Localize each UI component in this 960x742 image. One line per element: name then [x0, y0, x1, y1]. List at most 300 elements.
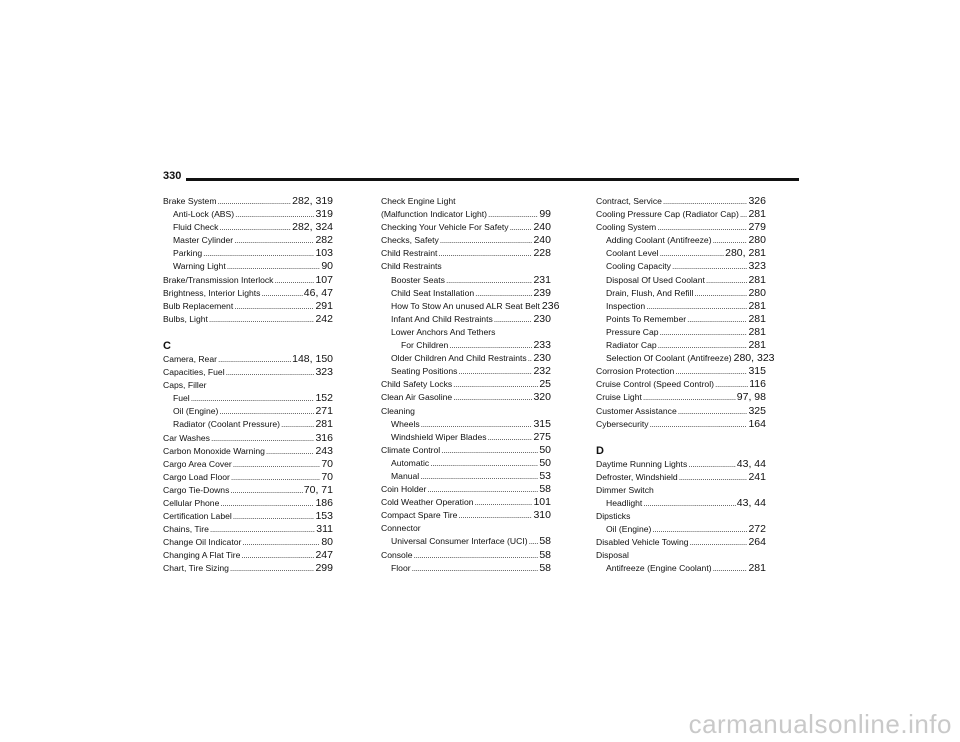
- index-entry-page[interactable]: 281: [748, 562, 766, 575]
- dot-leader: [218, 353, 291, 366]
- index-entry-term: Selection Of Coolant (Antifreeze): [606, 353, 732, 364]
- index-entry-page[interactable]: 90: [321, 260, 333, 273]
- index-entry-page[interactable]: 99: [539, 208, 551, 221]
- index-entry-page[interactable]: 281: [748, 273, 766, 286]
- index-entry: [163, 510, 333, 523]
- dot-leader: [242, 536, 320, 549]
- index-entry-page[interactable]: 107: [315, 273, 333, 286]
- dot-leader: [281, 418, 314, 431]
- dot-leader: [475, 287, 532, 300]
- index-entry: [596, 497, 766, 510]
- index-entry: [596, 471, 766, 484]
- dot-leader: [679, 471, 748, 484]
- dot-leader: [687, 313, 747, 326]
- index-entry-page[interactable]: 231: [533, 273, 551, 286]
- index-entry-term: Console: [381, 549, 413, 560]
- index-entry-term: Cellular Phone: [163, 497, 220, 508]
- index-column-3: [596, 195, 775, 576]
- header-rule: [186, 178, 799, 181]
- dot-leader: [210, 523, 315, 536]
- index-entry: [381, 405, 551, 418]
- dot-leader: [412, 562, 539, 575]
- index-column-1: [163, 195, 333, 576]
- index-entry-page[interactable]: 58: [539, 561, 551, 574]
- index-entry: [381, 352, 551, 365]
- index-entry-term: Points To Remember: [606, 313, 687, 324]
- index-entry-term: Brake System: [163, 196, 217, 206]
- index-entry-page[interactable]: 25: [539, 378, 551, 391]
- page-number: 330: [163, 170, 182, 182]
- index-entry-page[interactable]: 311: [316, 523, 333, 536]
- index-entry: [596, 352, 775, 365]
- index-entry-term: Cargo Tie-Downs: [163, 484, 230, 495]
- dot-leader: [657, 221, 747, 234]
- index-entry: [163, 287, 333, 300]
- index-entry-page[interactable]: 80: [321, 536, 333, 549]
- index-entry-term: Child Seat Installation: [391, 287, 475, 298]
- index-entry: [596, 549, 766, 562]
- index-entry-term: Oil (Engine): [606, 524, 652, 535]
- dot-leader: [230, 562, 315, 575]
- index-entry: [381, 287, 551, 300]
- index-entry-page[interactable]: 243: [315, 444, 333, 457]
- dot-leader: [650, 418, 748, 431]
- index-entry: [163, 274, 333, 287]
- index-entry: [596, 484, 766, 497]
- index-entry-term: Carbon Monoxide Warning: [163, 445, 265, 456]
- index-entry-term: Certification Label: [163, 511, 232, 522]
- index-entry-page[interactable]: 46, 47: [303, 286, 333, 299]
- index-entry-term: Disposal: [596, 550, 629, 561]
- index-entry: [381, 247, 551, 260]
- index-entry: [596, 510, 766, 523]
- dot-leader: [231, 471, 320, 484]
- dot-leader: [528, 352, 533, 365]
- index-entry-page[interactable]: 70, 71: [303, 483, 333, 496]
- index-entry-page[interactable]: 291: [315, 299, 333, 312]
- dot-leader: [494, 313, 533, 326]
- dot-leader: [740, 208, 748, 221]
- dot-leader: [430, 457, 538, 470]
- index-entry-term: Universal Consumer Interface (UCI): [391, 536, 528, 547]
- index-column-2: [381, 195, 560, 575]
- index-entry-term: Daytime Running Lights: [596, 458, 688, 469]
- dot-leader: [458, 365, 532, 378]
- index-entry-term: Cooling Pressure Cap (Radiator Cap): [596, 209, 739, 220]
- index-entry-page[interactable]: 281: [748, 325, 766, 338]
- index-entry-term: Booster Seats: [391, 274, 445, 285]
- index-entry-term: Chains, Tire: [163, 524, 209, 535]
- dot-leader: [234, 300, 314, 313]
- index-entry: [596, 208, 766, 221]
- dot-leader: [652, 523, 747, 536]
- dot-leader: [234, 234, 314, 247]
- index-entry-term: How To Stow An unused ALR Seat Belt: [391, 300, 540, 311]
- index-entry: [381, 274, 551, 287]
- dot-leader: [209, 313, 315, 326]
- dot-leader: [529, 535, 539, 548]
- dot-leader: [274, 274, 314, 287]
- index-entry-term: Automatic: [391, 457, 430, 468]
- index-entry-term: Child Restraint: [381, 248, 438, 259]
- dot-leader: [488, 208, 538, 221]
- dot-leader: [441, 444, 538, 457]
- index-entry-term: Seating Positions: [391, 366, 458, 377]
- index-entry-term: Checking Your Vehicle For Safety: [381, 222, 509, 233]
- index-entry: [381, 496, 551, 509]
- index-entry-page[interactable]: 280: [748, 286, 766, 299]
- index-entry-term: Camera, Rear: [163, 353, 217, 364]
- index-entry-page[interactable]: 319: [315, 208, 333, 221]
- dot-leader: [427, 483, 538, 496]
- index-entry: [381, 391, 551, 404]
- index-entry: [381, 221, 551, 234]
- index-entry: [163, 195, 333, 208]
- dot-leader: [475, 496, 533, 509]
- index-entry-term: Inspection: [606, 300, 646, 311]
- index-entry-page[interactable]: 281: [748, 299, 766, 312]
- dot-leader: [266, 445, 315, 458]
- index-entry-term: Radiator Cap: [606, 340, 657, 351]
- index-entry-term: Changing A Flat Tire: [163, 550, 241, 561]
- index-entry-term: Connector: [381, 523, 421, 534]
- dot-leader: [414, 549, 539, 562]
- dot-leader: [235, 208, 314, 221]
- index-entry-page[interactable]: 316: [315, 431, 333, 444]
- index-section-letter: D: [596, 444, 604, 457]
- index-entry: [381, 260, 551, 273]
- index-entry-page[interactable]: 153: [315, 510, 333, 523]
- index-entry-page[interactable]: 323: [315, 366, 333, 379]
- dot-leader: [226, 366, 315, 379]
- index-entry: [596, 378, 766, 391]
- index-entry-page[interactable]: 326: [748, 195, 766, 207]
- index-entry-term: Pressure Cap: [606, 326, 659, 337]
- index-entry-term: Radiator (Coolant Pressure): [173, 419, 280, 430]
- index-entry-term: Anti-Lock (ABS): [173, 209, 235, 220]
- index-entry: [381, 470, 551, 483]
- index-entry: [596, 234, 766, 247]
- index-entry: [596, 523, 766, 536]
- dot-leader: [458, 509, 532, 522]
- index-entry-page[interactable]: 323: [748, 260, 766, 273]
- index-entry-page[interactable]: 152: [315, 392, 333, 405]
- index-entry-term: Child Safety Locks: [381, 379, 453, 390]
- index-entry: [381, 562, 551, 575]
- index-entry-page[interactable]: 50: [539, 456, 551, 469]
- index-entry-term: Change Oil Indicator: [163, 537, 242, 548]
- index-entry: [163, 445, 333, 458]
- index-entry-page[interactable]: 272: [748, 523, 766, 536]
- dot-leader: [713, 562, 748, 575]
- dot-leader: [440, 234, 533, 247]
- index-entry-term: Cooling System: [596, 222, 657, 233]
- watermark: carmanualsonline.info: [688, 709, 952, 739]
- dot-leader: [643, 497, 735, 510]
- index-entry-page[interactable]: 186: [315, 496, 333, 509]
- index-entry-term: Cruise Control (Speed Control): [596, 379, 714, 390]
- index-entry-page[interactable]: 280, 323: [733, 352, 775, 365]
- index-entry-term: Cargo Area Cover: [163, 458, 232, 469]
- index-entry-page[interactable]: 247: [315, 549, 333, 562]
- index-entry-term: Check Engine Light: [381, 196, 456, 206]
- index-entry: [381, 509, 551, 522]
- index-entry-term: Infant And Child Restraints: [391, 313, 493, 324]
- index-entry: [163, 247, 333, 260]
- index-entry: [381, 444, 551, 457]
- index-entry-page[interactable]: 116: [749, 378, 766, 391]
- index-entry-page[interactable]: 242: [315, 312, 333, 325]
- dot-leader: [663, 195, 748, 208]
- index-entry-term: Master Cylinder: [173, 235, 234, 246]
- dot-leader: [672, 260, 748, 273]
- index-entry: [381, 457, 551, 470]
- index-section-letter: C: [163, 339, 171, 352]
- index-entry: [163, 392, 333, 405]
- index-entry: [596, 339, 766, 352]
- index-entry: [596, 287, 766, 300]
- index-entry: [163, 405, 333, 418]
- index-entry-page[interactable]: 148, 150: [292, 352, 333, 365]
- index-entry: [596, 418, 766, 431]
- index-entry-page[interactable]: 299: [315, 562, 333, 575]
- index-entry-page[interactable]: 43, 44: [736, 457, 766, 470]
- index-entry-term: For Children: [401, 340, 449, 351]
- index-entry-page[interactable]: 239: [533, 286, 551, 299]
- dot-leader: [233, 510, 315, 523]
- index-entry: [163, 471, 333, 484]
- index-entry-page[interactable]: 315: [748, 365, 766, 378]
- index-entry: [381, 299, 560, 313]
- dot-leader: [220, 497, 314, 510]
- dot-leader: [230, 484, 302, 497]
- index-entry: [596, 274, 766, 287]
- dot-leader: [453, 391, 532, 404]
- index-entry: [163, 366, 333, 379]
- index-entry-term: Headlight: [606, 497, 643, 508]
- index-entry-term: Bulb Replacement: [163, 300, 234, 311]
- index-entry: [381, 234, 551, 247]
- index-entry-page[interactable]: 101: [533, 496, 551, 509]
- index-entry: [596, 247, 766, 260]
- index-entry-page[interactable]: 275: [533, 430, 551, 443]
- index-entry: [163, 497, 333, 510]
- dot-leader: [658, 339, 748, 352]
- index-entry-page[interactable]: 320: [533, 391, 551, 404]
- index-entry-page[interactable]: 50: [539, 443, 551, 456]
- index-entry: [381, 208, 551, 221]
- index-entry: [596, 313, 766, 326]
- index-entry: [163, 536, 333, 549]
- index-entry: [163, 353, 333, 366]
- index-entry: [163, 260, 333, 273]
- index-entry: [163, 484, 333, 497]
- index-entry: [163, 234, 333, 247]
- index-entry-term: Coin Holder: [381, 484, 427, 495]
- index-entry-term: Compact Spare Tire: [381, 510, 458, 521]
- index-entry-page[interactable]: 282, 319: [292, 195, 333, 207]
- index-entry-term: Floor: [391, 562, 411, 573]
- index-entry: [381, 431, 551, 444]
- index-entry-term: Capacities, Fuel: [163, 367, 225, 378]
- dot-leader: [203, 247, 314, 260]
- index-entry-term: Drain, Flush, And Refill: [606, 287, 694, 298]
- index-entry-page[interactable]: 58: [539, 535, 551, 548]
- index-entry-page[interactable]: 264: [748, 536, 766, 549]
- index-entry: [163, 523, 333, 536]
- index-entry-term: Caps, Filler: [163, 380, 207, 391]
- index-entry-page[interactable]: 279: [748, 221, 766, 234]
- index-entry-term: Coolant Level: [606, 248, 659, 259]
- dot-leader: [510, 221, 533, 234]
- dot-leader: [241, 549, 314, 562]
- dot-leader: [660, 326, 748, 339]
- index-entry-page[interactable]: 282, 324: [292, 221, 333, 234]
- index-entry-term: Customer Assistance: [596, 405, 677, 416]
- index-entry-page[interactable]: 230: [533, 352, 551, 365]
- index-entry: [163, 313, 333, 326]
- index-entry-page[interactable]: 280, 281: [725, 247, 766, 260]
- dot-leader: [227, 260, 321, 273]
- index-entry-term: Oil (Engine): [173, 406, 219, 417]
- index-entry-term: Bulbs, Light: [163, 313, 208, 324]
- index-entry-page[interactable]: 232: [533, 365, 551, 378]
- index-entry-page[interactable]: 271: [315, 405, 333, 418]
- index-entry: [596, 562, 766, 575]
- index-entry-page[interactable]: 70: [321, 470, 333, 483]
- index-entry-page[interactable]: 281: [315, 418, 333, 431]
- dot-leader: [690, 536, 748, 549]
- index-entry-term: Contract, Service: [596, 196, 662, 206]
- index-entry-page[interactable]: 241: [748, 470, 766, 483]
- dot-leader: [446, 274, 532, 287]
- index-entry: [596, 365, 766, 378]
- index-entry-term: Manual: [391, 470, 420, 481]
- index-entry-term: Child Restraints: [381, 261, 442, 272]
- index-entry-term: Chart, Tire Sizing: [163, 563, 229, 574]
- index-entry: [163, 418, 333, 431]
- dot-leader: [715, 378, 748, 391]
- index-entry-page[interactable]: 58: [539, 483, 551, 496]
- dot-leader: [675, 365, 747, 378]
- dot-leader: [453, 378, 538, 391]
- index-entry-page[interactable]: 70: [321, 457, 333, 470]
- index-entry-page[interactable]: 236: [541, 299, 560, 312]
- index-entry: [163, 300, 333, 313]
- dot-leader: [219, 405, 314, 418]
- index-entry-page[interactable]: 325: [748, 404, 766, 417]
- dot-leader: [219, 221, 291, 234]
- index-entry-term: Cold Weather Operation: [381, 497, 474, 508]
- index-entry: [596, 405, 766, 418]
- index-entry-term: Windshield Wiper Blades: [391, 431, 487, 442]
- dot-leader: [438, 247, 532, 260]
- index-entry: [381, 195, 551, 208]
- index-entry: [596, 195, 766, 208]
- index-entry: [596, 326, 766, 339]
- index-entry-term: Older Children And Child Restraints: [391, 353, 527, 364]
- dot-leader: [706, 274, 748, 287]
- index-entry-term: Warning Light: [173, 261, 226, 272]
- index-entry-page[interactable]: 103: [315, 247, 333, 260]
- dot-leader: [449, 339, 532, 352]
- index-entry: [163, 432, 333, 445]
- index-entry: [596, 391, 766, 404]
- dot-leader: [688, 458, 736, 471]
- index-entry-term: Checks, Safety: [381, 235, 439, 246]
- index-entry: [381, 326, 551, 339]
- index-entry: [381, 535, 551, 548]
- index-entry: [163, 221, 333, 234]
- index-entry-page[interactable]: 164: [748, 417, 766, 430]
- index-entry: [163, 562, 333, 575]
- index-entry-page[interactable]: 310: [533, 509, 551, 522]
- index-entry-term: Dipsticks: [596, 511, 631, 522]
- index-entry: [163, 458, 333, 471]
- index-entry-term: Adding Coolant (Antifreeze): [606, 235, 712, 246]
- dot-leader: [678, 405, 748, 418]
- index-entry-term: Fluid Check: [173, 222, 219, 233]
- dot-leader: [218, 195, 292, 208]
- index-entry-page[interactable]: 228: [533, 247, 551, 260]
- dot-leader: [646, 300, 747, 313]
- index-entry: [381, 339, 551, 352]
- index-entry-page[interactable]: 97, 98: [736, 391, 766, 404]
- index-entry-term: Lower Anchors And Tethers: [391, 326, 496, 337]
- dot-leader: [694, 287, 747, 300]
- index-entry: [381, 365, 551, 378]
- index-entry: [381, 378, 551, 391]
- index-entry-term: Defroster, Windshield: [596, 471, 678, 482]
- index-entry-page[interactable]: 281: [748, 208, 766, 221]
- index-entry: [381, 483, 551, 496]
- index-entry-page[interactable]: 240: [533, 234, 551, 247]
- index-entry-term: Brightness, Interior Lights: [163, 287, 261, 298]
- index-entry-page[interactable]: 53: [539, 469, 551, 482]
- index-entry-page[interactable]: 233: [533, 339, 551, 352]
- index-entry-term: Cargo Load Floor: [163, 471, 230, 482]
- index-entry: [381, 418, 551, 431]
- index-entry: [596, 300, 766, 313]
- index-entry-term: Cruise Light: [596, 392, 642, 403]
- index-entry-term: Cybersecurity: [596, 418, 649, 429]
- index-entry-term: Clean Air Gasoline: [381, 392, 453, 403]
- index-entry-page[interactable]: 315: [533, 417, 551, 430]
- index-entry-term: Climate Control: [381, 444, 441, 455]
- index-entry: [381, 549, 551, 562]
- index-entry-term: Antifreeze (Engine Coolant): [606, 563, 712, 574]
- index-entry-term: Dimmer Switch: [596, 484, 654, 495]
- index-entry: [163, 208, 333, 221]
- index-entry-term: Cooling Capacity: [606, 261, 671, 272]
- index-entry-page[interactable]: 230: [533, 312, 551, 325]
- index-entry-page[interactable]: 240: [533, 221, 551, 234]
- index-entry-term: Corrosion Protection: [596, 366, 675, 377]
- index-entry-term: Car Washes: [163, 432, 210, 443]
- index-entry-term: (Malfunction Indicator Light): [381, 209, 488, 220]
- index-entry-page[interactable]: 281: [748, 339, 766, 352]
- index-entry-page[interactable]: 58: [539, 548, 551, 561]
- index-entry-page[interactable]: 282: [315, 234, 333, 247]
- dot-leader: [660, 247, 725, 260]
- index-entry: [381, 522, 551, 535]
- dot-leader: [643, 391, 736, 404]
- index-entry-term: Wheels: [391, 418, 420, 429]
- index-entry-page[interactable]: 280: [748, 234, 766, 247]
- index-entry-page[interactable]: 43, 44: [736, 496, 766, 509]
- index-entry-page[interactable]: 281: [748, 312, 766, 325]
- index-entry-term: Cleaning: [381, 405, 415, 416]
